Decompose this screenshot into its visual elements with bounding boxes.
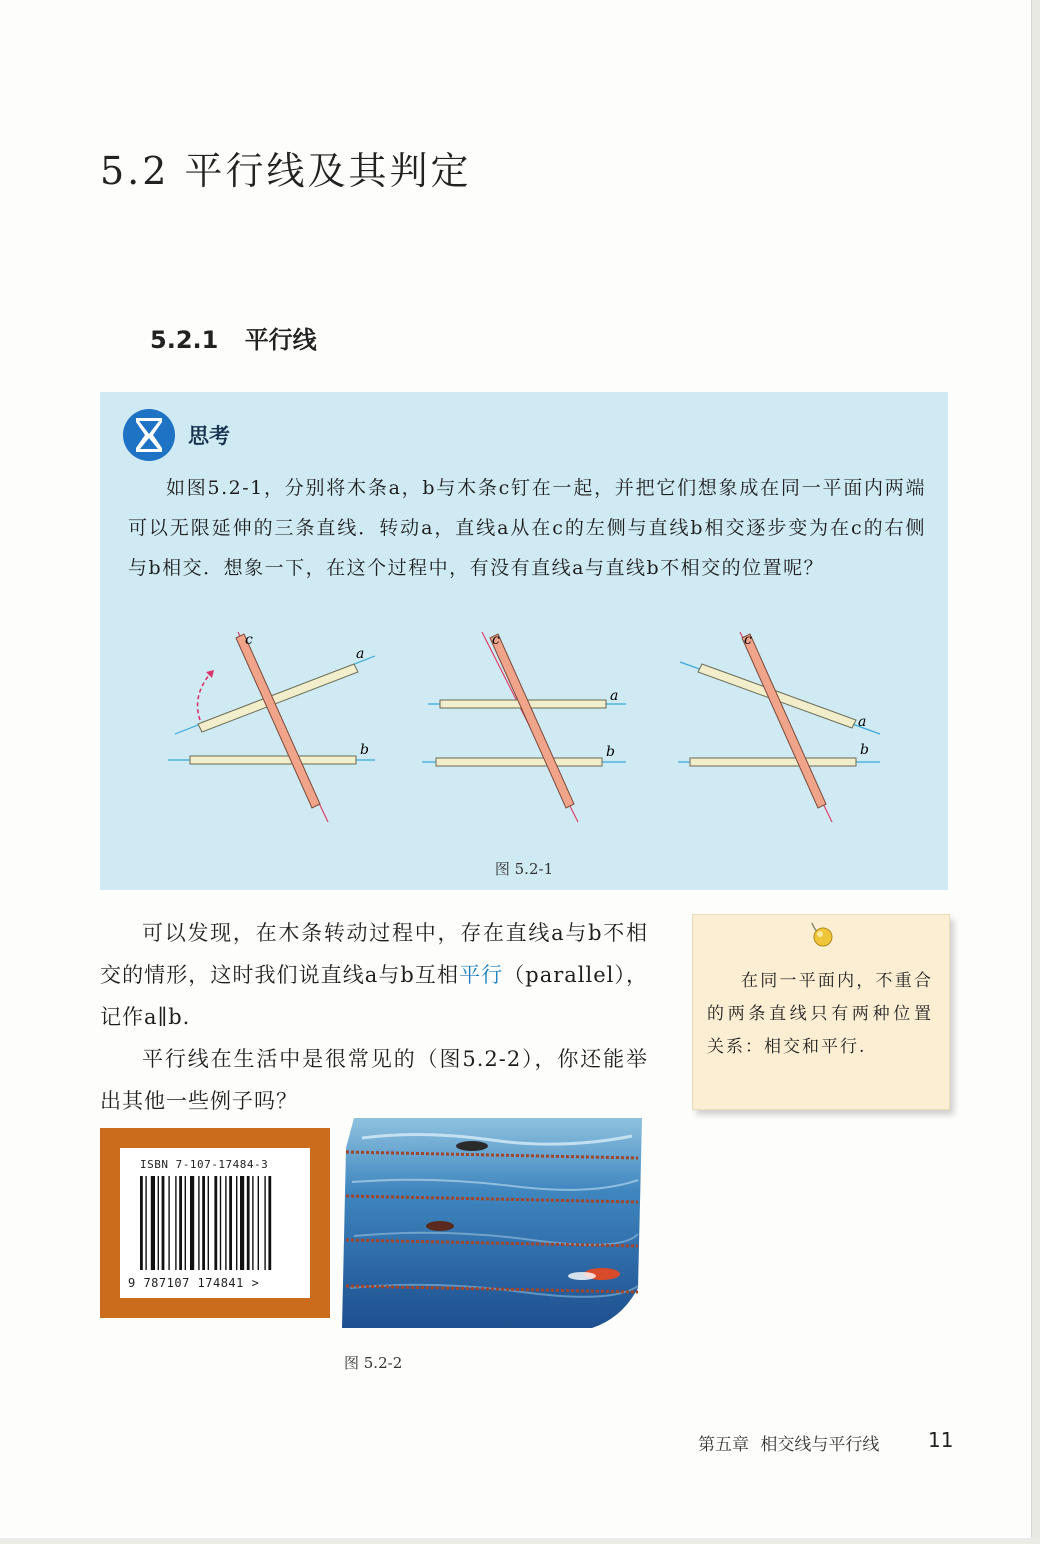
term-parallel: 平行 [459, 963, 504, 987]
panel2-label-b: b [606, 744, 615, 760]
pushpin-icon [806, 919, 836, 949]
note-text [707, 965, 933, 1064]
panel2-label-c: c [492, 632, 500, 648]
body-paragraph-1 [100, 912, 648, 1038]
panel1-label-a: a [356, 646, 365, 662]
note-paragraph: 在同一平面内，不重合的两条直线只有两种位置关系：相交和平行. [707, 971, 933, 1057]
barcode-bars [138, 1176, 294, 1272]
isbn-text: ISBN 7-107-17484-3 [140, 1158, 269, 1171]
think-icon [122, 408, 176, 462]
body-text [100, 912, 648, 1122]
figure-panel-2 [422, 632, 626, 822]
page-bottom-edge [0, 1538, 1040, 1544]
panel3-label-a: a [858, 714, 867, 730]
section-title: 5.2.1 平行线 [150, 326, 317, 354]
barcode-digits: 9 787107 174841 > [128, 1276, 260, 1290]
barcode-card [100, 1128, 330, 1318]
panel1-label-b: b [360, 742, 369, 758]
think-label: 思考 [188, 424, 230, 448]
footer-chapter: 第五章 相交线与平行线 [698, 1435, 880, 1455]
panel2-label-a: a [610, 688, 619, 704]
figure-panel-1 [168, 632, 375, 822]
figure-5-2-1 [100, 624, 948, 834]
figure-caption-5-2-2: 图 5.2-2 [344, 1354, 403, 1372]
body-paragraph-2: 平行线在生活中是很常见的（图5.2-2），你还能举出其他一些例子吗？ [100, 1047, 648, 1113]
think-paragraph: 如图5.2-1，分别将木条a，b与木条c钉在一起，并把它们想象成在同一平面内两端可以无限延伸的三条直线．转动a，直线a从在c的左侧与直线b相交逐步变为在c的右侧与b相交．想象一下，在这个过程中，有没有直线a与直线b不相交的位置呢？ [128, 477, 926, 579]
think-box [100, 392, 948, 890]
note-card [692, 914, 950, 1110]
figure-caption-5-2-1: 图 5.2-1 [494, 860, 554, 878]
panel3-label-b: b [860, 742, 869, 758]
panel1-label-c: c [245, 632, 253, 648]
chapter-title: 5.2 平行线及其判定 [100, 149, 472, 193]
think-text [128, 468, 926, 588]
panel3-label-c: c [744, 632, 752, 648]
body-paragraph-1-start: 可以发现，在木条转动过程中，存在直线a与b不相交的情形，这时我们说直线a与b互相 [100, 921, 648, 987]
page-edge [1031, 0, 1040, 1544]
page-number: 11 [928, 1428, 954, 1452]
barcode-label [120, 1148, 310, 1298]
body-paragraph-1-end: （parallel），记作a∥b. [100, 963, 648, 1029]
swimming-pool-photo [342, 1118, 642, 1328]
figure-panel-3 [678, 632, 880, 822]
